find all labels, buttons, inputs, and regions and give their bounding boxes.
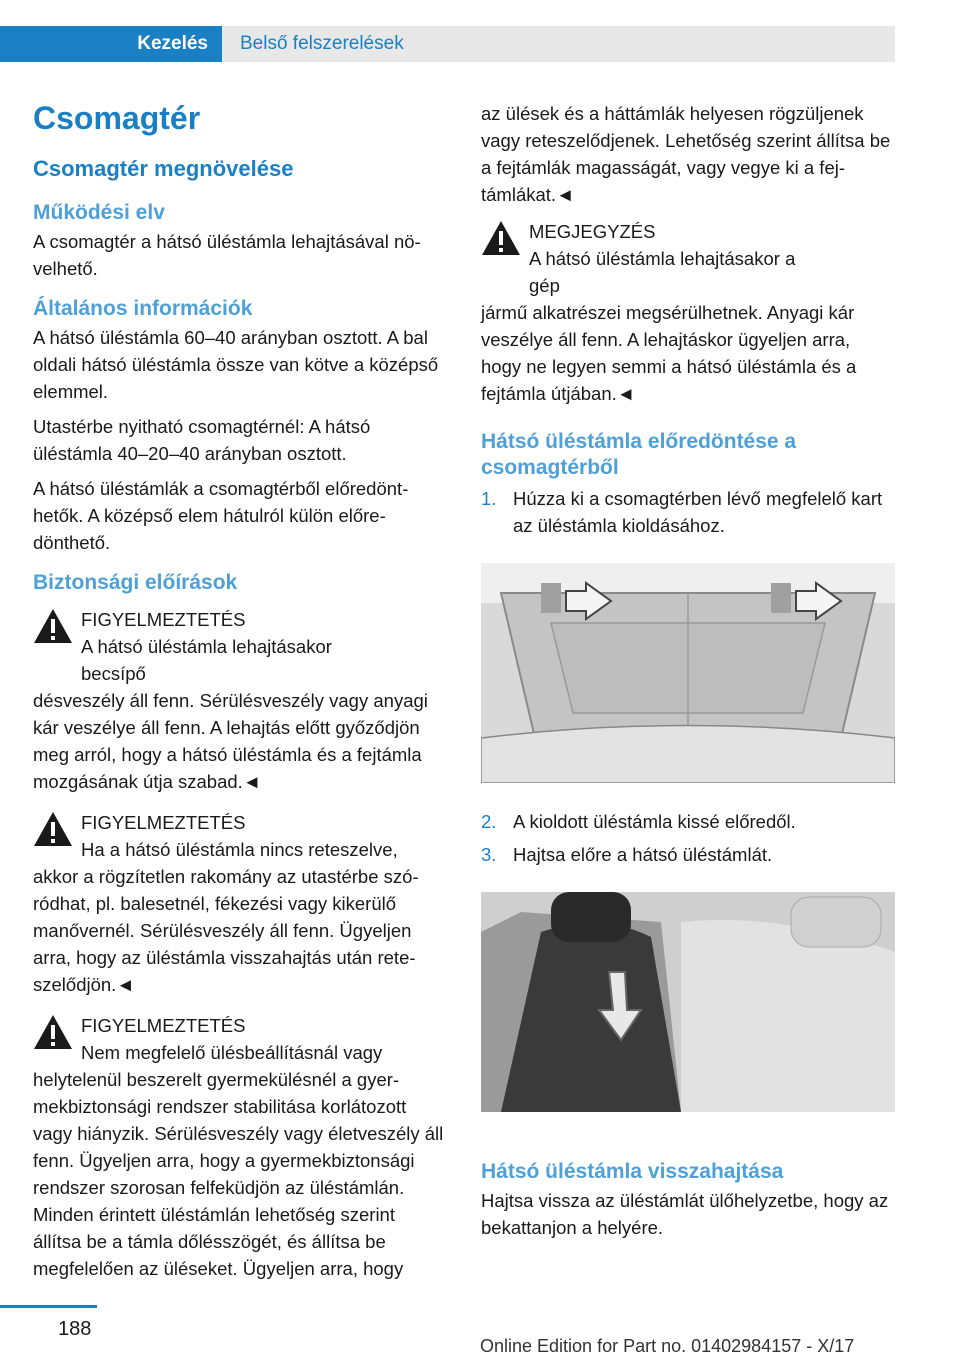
warning-text: helytelenül beszerelt gyermekülésnél a gyermekbiztonsági rendszer stabilitása korlátozott vagy hiányzik. Sérülésveszély vagy életveszély áll fenn. Ügyeljen arra, hogy a gyermekbiztonsági rendszer szorosan felfeküdjön az üléstámlán. Minden érintett üléstámlán lehetőség szerint állítsa be a támla dőlésszögét, és állítsa be megfelelően az üléseket. Ügyeljen arra, hogy <box>33 1069 444 1279</box>
tab-belso-felszerelesek[interactable]: Belső felszerelések <box>222 26 895 62</box>
paragraph: Hajtsa vissza az üléstámlát ülőhelyzetbe, hogy az bekattanjon a helyére. <box>481 1190 889 1238</box>
step-text: A kioldott üléstámla kissé előredől. <box>513 811 796 832</box>
heading-visszahajtas: Hátsó üléstámla visszahajtása <box>481 1160 784 1183</box>
right-column <box>481 100 895 1249</box>
step-number: 2. <box>481 811 497 832</box>
warning-icon <box>33 1014 73 1050</box>
warning-text: akkor a rögzítetlen rakomány az utastérbe szóródhat, pl. balesetnél, fékezési vagy kikerülő manővernél. Sérülésveszély áll fenn. Ügyeljen arra, hogy az üléstámla visszahajtás után reteszelődjön.◄ <box>33 866 419 995</box>
warning-block <box>33 1012 448 1282</box>
warning-label: FIGYELMEZTETÉS <box>81 609 246 630</box>
list-item <box>481 808 895 835</box>
list-item <box>481 485 895 539</box>
notice-text: jármű alkatrészei megsérülhetnek. Anyagi kár veszélye áll fenn. A lehajtáskor ügyeljen arra, hogy ne legyen semmi a hátsó üléstámla és a fejtámla útjában.◄ <box>481 302 857 404</box>
warning-icon <box>481 220 521 256</box>
warning-text: Nem megfelelő ülésbeállításnál vagy <box>81 1042 383 1063</box>
seat-illustration <box>481 892 895 1112</box>
left-column <box>33 100 448 1296</box>
notice-label: MEGJEGYZÉS <box>529 221 656 242</box>
warning-text: A hátsó üléstámla lehajtásakor becsípő <box>81 636 332 684</box>
step-number: 1. <box>481 488 497 509</box>
step-text: Hajtsa előre a hátsó üléstámlát. <box>513 844 773 865</box>
warning-icon <box>33 608 73 644</box>
edition-note: Online Edition for Part no. 01402984157 - X/17 <box>480 1336 855 1356</box>
page-number: 188 <box>58 1318 92 1340</box>
warning-block <box>33 606 448 795</box>
step-list <box>481 808 895 868</box>
section-title: Csomagtér megnövelése <box>33 156 294 181</box>
warning-block <box>33 809 448 998</box>
list-item <box>481 841 895 868</box>
warning-text: Ha a hátsó üléstámla nincs reteszelve, <box>81 839 398 860</box>
paragraph: Utastérbe nyitható csomagtérnél: A hátsó üléstámla 40–20–40 arányban osztott. <box>33 416 371 464</box>
warning-icon <box>33 811 73 847</box>
paragraph: A hátsó üléstámlák a csomagtérből előredönthetők. A középső elem hátulról külön előredönthető. <box>33 478 409 553</box>
notice-text: A hátsó üléstámla lehajtásakor a gép <box>529 248 796 296</box>
warning-label: FIGYELMEZTETÉS <box>81 812 246 833</box>
step-number: 3. <box>481 844 497 865</box>
header-tabs <box>0 26 895 62</box>
paragraph: az ülések és a háttámlák helyesen rögzüljenek vagy reteszelődjenek. Lehetőség szerint állítsa be a fejtámlák magasságát, vagy vegye ki a fejtámlákat.◄ <box>481 103 891 205</box>
heading-elodontes: Hátsó üléstámla előredöntése a csomagtérből <box>481 430 797 479</box>
heading-mukodesi-elv: Működési elv <box>33 201 165 224</box>
step-text: Húzza ki a csomagtérben lévő megfelelő kart az üléstámla kioldásához. <box>513 488 883 536</box>
notice-block <box>481 218 895 407</box>
trunk-illustration <box>481 563 895 783</box>
paragraph: A hátsó üléstámla 60–40 arányban osztott. A bal oldali hátsó üléstámla össze van kötve a középső elemmel. <box>33 327 439 402</box>
warning-label: FIGYELMEZTETÉS <box>81 1015 246 1036</box>
heading-biztonsagi-eloirasok: Biztonsági előírások <box>33 571 238 594</box>
tab-kezeles[interactable]: Kezelés <box>0 26 222 62</box>
footer-rule <box>0 1305 97 1308</box>
warning-text: désveszély áll fenn. Sérülésveszély vagy anyagi kár veszélye áll fenn. A lehajtás előtt győződjön meg arról, hogy a hátsó üléstámla és a fejtámla mozgásának útja szabad.◄ <box>33 690 428 792</box>
page-title: Csomagtér <box>33 100 201 136</box>
step-list <box>481 485 895 539</box>
paragraph: A csomagtér a hátsó üléstámla lehajtásával növelhető. <box>33 231 421 279</box>
heading-altalanos-informaciok: Általános információk <box>33 297 253 320</box>
